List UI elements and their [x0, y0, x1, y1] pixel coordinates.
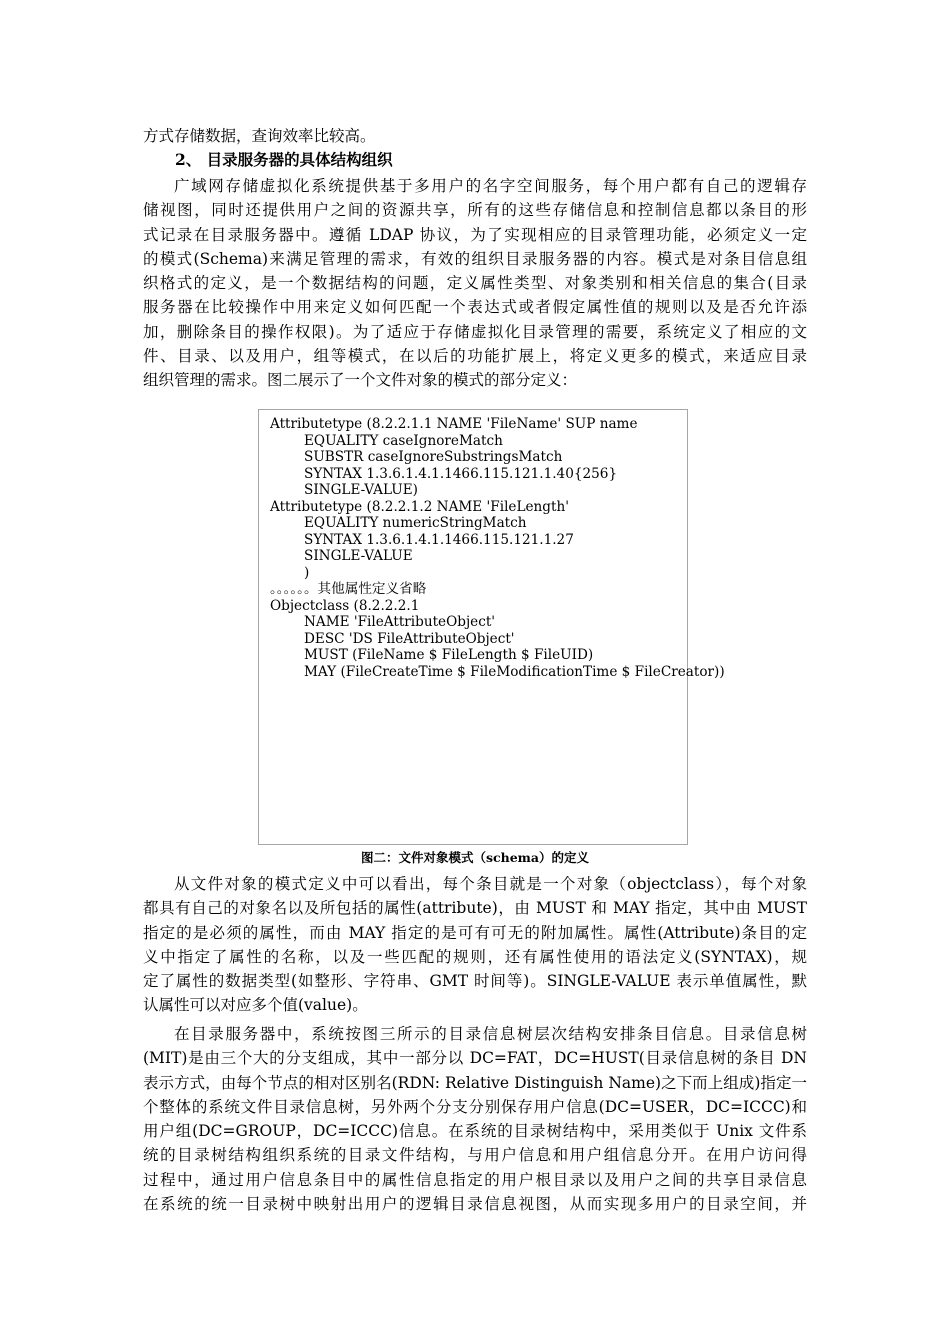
text-line: 组织管理的需求。图二展示了一个文件对象的模式的部分定义：	[143, 371, 578, 390]
text-line: 从文件对象的模式定义中可以看出，每个条目就是一个对象（objectclass），每个对象	[174, 875, 807, 893]
paragraph-schema-intro	[143, 174, 807, 393]
intro-paragraph	[143, 124, 807, 148]
text-line: 的模式(Schema)来满足管理的需求，有效的组织目录服务器的内容。模式是对条目信息组	[143, 249, 807, 268]
schema-line: SYNTAX 1.3.6.1.4.1.1466.115.121.1.40{256}	[304, 465, 618, 482]
text-line: 服务器在比较操作中用来定义如何匹配一个表达式或者假定属性值的规则以及是否允许添	[143, 298, 807, 317]
text-line: 用户组(DC=GROUP，DC=ICCC)信息。在系统的目录树结构中，采用类似于 Unix 文件系	[143, 1122, 807, 1141]
schema-line: Attributetype (8.2.2.1.1 NAME 'FileName' SUP name	[270, 416, 638, 432]
text-line: 指定的是必须的属性，而由 MAY 指定的是可有可无的附加属性。属性(Attribute)条目的定	[143, 923, 807, 942]
schema-line: )	[304, 564, 310, 581]
text-line: 加，删除条目的操作权限)。为了适应于存储虚拟化目录管理的需要，系统定义了相应的文	[143, 322, 807, 341]
text-line: 个整体的系统文件目录信息树，另外两个分支分别保存用户信息(DC=USER，DC=ICCC)和	[143, 1097, 807, 1116]
schema-line: SUBSTR caseIgnoreSubstringsMatch	[304, 449, 563, 465]
text-line: 义中指定了属性的名称，以及一些匹配的规则，还有属性使用的语法定义(SYNTAX)，规	[143, 947, 807, 966]
text-line: 在目录服务器中，系统按图三所示的目录信息树层次结构安排条目信息。目录信息树	[174, 1025, 807, 1043]
figure-caption: 图二：文件对象模式（schema）的定义	[360, 850, 590, 865]
text-line: (MIT)是由三个大的分支组成，其中一部分以 DC=FAT，DC=HUST(目录信息树的条目 DN	[143, 1049, 807, 1068]
text-line: 方式存储数据，查询效率比较高。	[143, 127, 376, 145]
schema-line: SINGLE-VALUE)	[304, 482, 418, 498]
schema-line: NAME 'FileAttributeObject'	[304, 614, 496, 630]
schema-line: SINGLE-VALUE	[304, 548, 413, 564]
text-line: 式记录在目录服务器中。遵循 LDAP 协议，为了实现相应的目录管理功能，必须定义一定	[143, 225, 807, 244]
schema-definition-box	[258, 409, 725, 845]
schema-line: EQUALITY caseIgnoreMatch	[304, 432, 503, 449]
section-heading: 2、 目录服务器的具体结构组织	[175, 150, 393, 169]
text-line: 在系统的统一目录树中映射出用户的逻辑目录信息视图，从而实现多用户的目录空间，并	[143, 1195, 807, 1214]
schema-line: MAY (FileCreateTime $ FileModificationTime $ FileCreator))	[304, 663, 725, 680]
text-line: 广域网存储虚拟化系统提供基于多用户的名字空间服务，每个用户都有自己的逻辑存	[174, 177, 807, 195]
schema-line: EQUALITY numericStringMatch	[304, 515, 527, 531]
text-line: 织格式的定义，是一个数据结构的问题，定义属性类型、对象类别和相关信息的集合(目录	[143, 274, 807, 293]
text-line: 定了属性的数据类型(如整形、字符串、GMT 时间等)。SINGLE-VALUE 表示单值属性，默	[143, 972, 807, 991]
schema-line: SYNTAX 1.3.6.1.4.1.1466.115.121.1.27	[304, 531, 574, 548]
paragraph-directory-tree	[143, 1022, 807, 1216]
schema-line: DESC 'DS FileAttributeObject'	[304, 630, 515, 647]
text-line: 都具有自己的对象名以及所包括的属性(attribute)，由 MUST 和 MAY 指定，其中由 MUST	[143, 899, 807, 918]
text-line: 表示方式，由每个节点的相对区别名(RDN: Relative Distinguish Name)之下而上组成)指定一	[143, 1073, 807, 1092]
text-line: 认属性可以对应多个值(value)。	[143, 996, 368, 1015]
paragraph-schema-explanation	[143, 872, 807, 1018]
schema-line: Objectclass (8.2.2.2.1	[270, 597, 420, 614]
schema-line: MUST (FileName $ FileLength $ FileUID)	[304, 647, 594, 663]
text-line: 储视图，同时还提供用户之间的资源共享，所有的这些存储信息和控制信息都以条目的形	[143, 201, 807, 220]
text-line: 统的目录树结构组织系统的目录文件结构，与用户信息和用户组信息分开。在用户访问得	[143, 1146, 807, 1165]
text-line: 件、目录、以及用户，组等模式，在以后的功能扩展上，将定义更多的模式，来适应目录	[143, 347, 807, 366]
schema-line: 。。。。。。其他属性定义省略	[270, 581, 427, 597]
schema-line: Attributetype (8.2.2.1.2 NAME 'FileLength'	[270, 498, 569, 515]
text-line: 过程中，通过用户信息条目中的属性信息指定的用户根目录以及用户之间的共享目录信息	[143, 1170, 807, 1189]
